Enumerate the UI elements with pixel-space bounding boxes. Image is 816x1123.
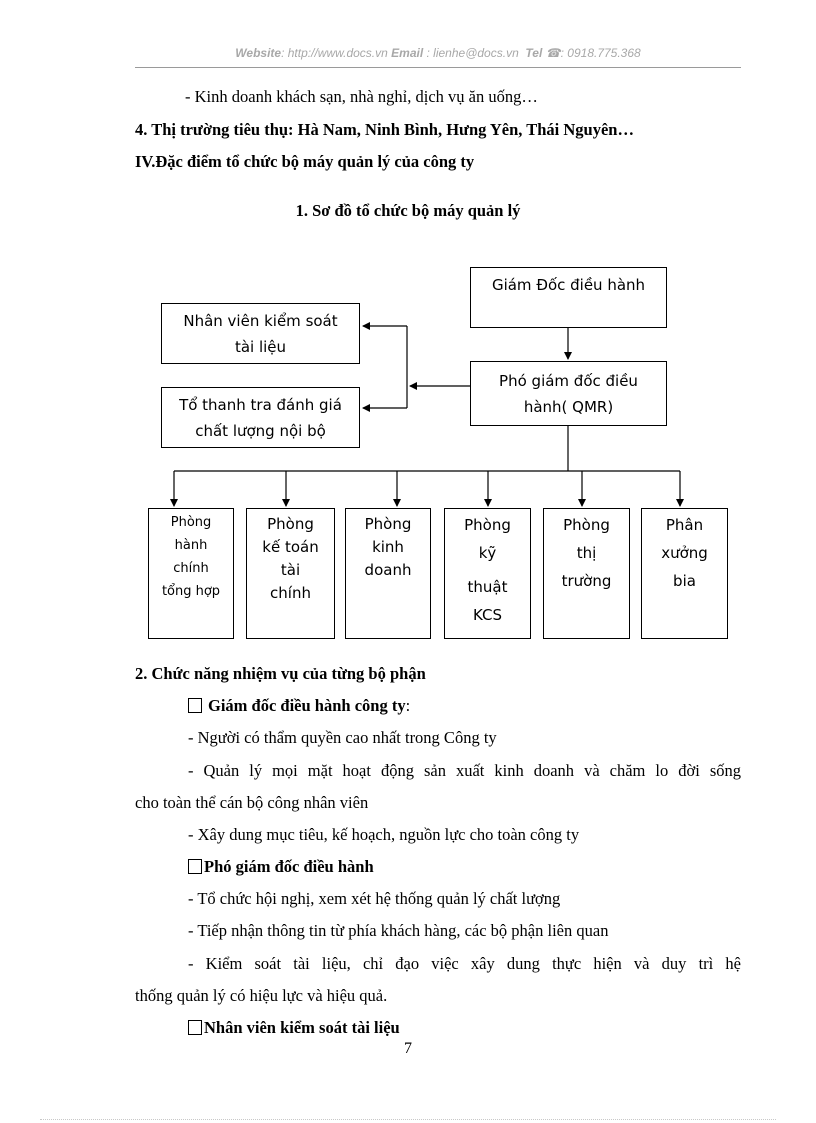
director-box [470,267,667,328]
business-line: - Kinh doanh khách sạn, nhà nghỉ, dịch vụ ăn uống… [185,87,538,106]
dept-finance-l1: Phòng [267,515,314,533]
audit-box [161,387,360,448]
dept-market-l2: thị [576,544,597,562]
section-2-heading: 2. Chức năng nhiệm vụ của từng bộ phận [135,664,426,683]
doc-control-line1: Nhân viên kiểm soát [183,311,338,330]
director-duty-2b: cho toàn thể cán bộ công nhân viên [135,793,369,812]
deputy-label-line2: hành( QMR) [523,397,614,416]
tel-label: Tel [525,46,543,60]
email-value: : lienhe@docs.vn [423,46,519,60]
dept-market [543,508,630,639]
doc-control-duty-heading [188,1018,400,1038]
dept-sales-l2: kinh [372,538,404,556]
director-duty-heading [188,696,410,716]
director-label: Giám Đốc điều hành [491,276,646,294]
dept-brewery [641,508,728,639]
deputy-duty-2: - Tiếp nhận thông tin từ phía khách hàng, các bộ phận liên quan [188,921,609,940]
dept-market-l3: trường [561,572,612,590]
dept-admin-l1: Phòng [170,515,212,530]
dept-brewery-l2: xưởng [661,544,708,562]
director-duty-3: - Xây dung mục tiêu, kế hoạch, nguồn lực cho toàn công ty [188,825,580,844]
dept-technical-l4: KCS [472,606,502,624]
director-duty-1: - Người có thẩm quyền cao nhất trong Công ty [188,728,497,747]
dept-brewery-l3: bia [673,572,696,590]
deputy-label-line1: Phó giám đốc điều [499,371,638,390]
dept-technical-l1: Phòng [464,516,511,534]
deputy-duty-3a: - Kiểm soát tài liệu, chỉ đạo việc xây dung thực hiện và duy trì hệ [188,954,741,973]
checkbox-icon [188,698,202,713]
audit-line1: Tổ thanh tra đánh giá [179,395,342,414]
dept-finance [246,508,335,639]
tel-value: : 0918.775.368 [560,46,641,60]
phone-icon: ☎ [545,46,561,60]
footer-divider [40,1119,776,1120]
deputy-duty-1: - Tổ chức hội nghị, xem xét hệ thống quản lý chất lượng [188,889,561,908]
market-heading: 4. Thị trường tiêu thụ: Hà Nam, Ninh Bình, Hưng Yên, Thái Nguyên… [135,120,634,139]
deputy-duty-title: Phó giám đốc điều hành [204,857,374,876]
dept-technical [444,508,531,639]
dept-finance-l3: tài [280,561,301,579]
director-duty-title: Giám đốc điều hành công ty [208,696,406,715]
dept-sales [345,508,431,639]
dept-brewery-l1: Phân [665,516,704,534]
doc-control-line2: tài liệu [234,337,287,356]
checkbox-icon [188,859,202,874]
doc-control-box [161,303,360,364]
website-value: : http://www.docs.vn [281,46,388,60]
diagram-title: 1. Sơ đồ tổ chức bộ máy quản lý [295,201,521,220]
dept-technical-l3: thuật [467,578,508,596]
deputy-duty-heading [188,857,374,877]
audit-line2: chất lượng nội bộ [195,421,326,440]
director-duty-colon: : [405,696,411,715]
website-label: Website [235,46,282,60]
deputy-box [470,361,667,426]
section-iv-heading: IV.Đặc điểm tổ chức bộ máy quản lý của công ty [135,152,475,171]
dept-finance-l2: kế toán [262,538,319,556]
doc-control-duty-title: Nhân viên kiểm soát tài liệu [204,1018,400,1037]
dept-sales-l1: Phòng [364,515,412,533]
dept-sales-l3: doanh [364,561,412,579]
dept-admin-l3: chính [173,561,209,576]
page-number: 7 [404,1040,412,1057]
dept-technical-l2: kỹ [478,544,497,562]
email-label: Email [391,46,424,60]
deputy-duty-3b: thống quản lý có hiệu lực và hiệu quả. [135,986,388,1005]
dept-finance-l4: chính [270,584,311,602]
dept-admin [148,508,234,639]
checkbox-icon [188,1020,202,1035]
dept-market-l1: Phòng [563,516,610,534]
director-duty-2a: - Quản lý mọi mặt hoạt động sản xuất kinh doanh và chăm lo đời sống [188,761,741,780]
dept-admin-l4: tổng hợp [161,584,221,599]
dept-admin-l2: hành [174,538,208,553]
